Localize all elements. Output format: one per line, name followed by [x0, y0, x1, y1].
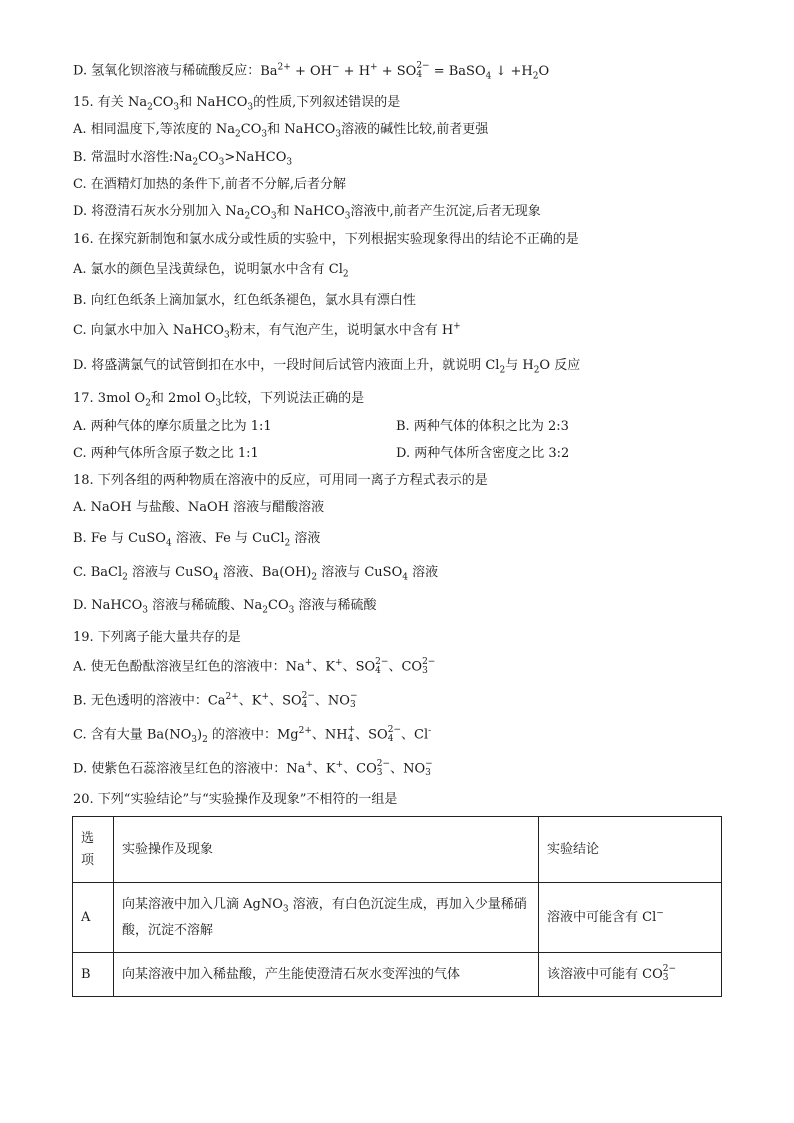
q19-option-b: B. 无色透明的溶液中：$Ca^{2+}$、K+、SO 2− 4 、NO − 3	[73, 691, 358, 710]
header-operation: 实验操作及现象	[114, 817, 539, 883]
q18-option-d: D. NaHCO$_3$ 溶液与稀硫酸、$Na_2CO_3$ 溶液与稀硫酸	[73, 598, 377, 616]
header-option: 选项	[73, 817, 114, 883]
q15-stem: 15. 有关 $Na_2CO_3$和 NaHCO$_3$的性质,下列叙述错误的是	[73, 95, 401, 113]
q19-option-a: A. 使无色酚酞溶液呈红色的溶液中：Na+、K+、SO 2− 4 、CO 2− 3	[73, 657, 436, 676]
q18-option-b: B. Fe 与 CuSO$_4$ 溶液、Fe 与 CuCl$_2$ 溶液	[73, 531, 321, 549]
q15-option-d: D. 将澄清石灰水分别加入 $Na_2CO_3$和 NaHCO$_3$溶液中,前者产生沉淀,后者无现象	[73, 204, 541, 222]
q19-option-d: D. 使紫色石蕊溶液呈红色的溶液中：Na+、K+、CO 2− 3 、NO − 3	[73, 759, 433, 778]
q18-option-c: C. BaCl$_2$ 溶液与 CuSO$_4$ 溶液、$Ba(OH)_2$ 溶液与 CuSO$_4$ 溶液	[73, 565, 439, 583]
q17-stem: 17. 3mol $O_2$和 2mol $O_3$比较，下列说法正确的是	[73, 391, 365, 409]
q17-option-d: D. 两种气体所含密度之比 3:2	[396, 446, 570, 461]
q15-option-a: A. 相同温度下,等浓度的 $Na_2CO_3$和 NaHCO$_3$溶液的碱性比较,前者更强	[73, 122, 489, 140]
q18-option-a: A. NaOH 与盐酸、NaOH 溶液与醋酸溶液	[73, 500, 325, 515]
q15-option-c: C. 在酒精灯加热的条件下,前者不分解,后者分解	[73, 177, 347, 192]
q20-table	[72, 816, 722, 997]
row-a-conclusion: 溶液中可能含有 Cl−	[539, 883, 722, 953]
table-row	[73, 953, 722, 997]
q19-stem: 19. 下列离子能大量共存的是	[73, 630, 241, 645]
q18-stem: 18. 下列各组的两种物质在溶液中的反应，可用同一离子方程式表示的是	[73, 473, 488, 488]
q16-stem: 16. 在探究新制饱和氯水成分或性质的实验中，下列根据实验现象得出的结论不正确的是	[73, 232, 579, 247]
q16-option-c: C. 向氯水中加入 NaHCO$_3$粉末，有气泡产生，说明氯水中含有 H+	[73, 321, 461, 341]
table-row	[73, 883, 722, 953]
q14d-prefix: D. 氢氧化钡溶液与稀硫酸反应：	[73, 63, 261, 79]
header-conclusion: 实验结论	[539, 817, 722, 883]
q14-option-d	[73, 62, 549, 81]
q16-option-a: A. 氯水的颜色呈浅黄绿色，说明氯水中含有 $Cl_2$	[73, 262, 349, 280]
q16-option-b: B. 向红色纸条上滴加氯水，红色纸条褪色，氯水具有漂白性	[73, 293, 416, 308]
row-a-option: A	[73, 883, 114, 953]
q17-option-c: C. 两种气体所含原子数之比 1:1	[73, 446, 259, 461]
q17-option-a: A. 两种气体的摩尔质量之比为 1:1	[73, 419, 272, 434]
q15-option-b: B. 常温时水溶性$:Na_2CO_3>NaHCO_3$	[73, 150, 293, 168]
q14d-eq: $Ba^{2+} + OH^- + H^+$ + SO 2− 4 = BaSO$_4$ ↓ $+H_2O$	[260, 61, 550, 82]
q20-stem: 20. 下列“实验结论”与“实验操作及现象”不相符的一组是	[73, 792, 398, 807]
q19-option-c: C. 含有大量 $Ba(NO_3)_2$ 的溶液中：$Mg^{2+}$、NH + 4 、SO 2− 4 、Cl-	[73, 725, 432, 746]
row-b-conclusion: 该溶液中可能有 CO 2− 3	[539, 953, 722, 997]
row-b-option: B	[73, 953, 114, 997]
row-b-operation: 向某溶液中加入稀盐酸，产生能使澄清石灰水变浑浊的气体	[114, 953, 539, 997]
table-header-row	[73, 817, 722, 883]
q16-option-d: D. 将盛满氯气的试管倒扣在水中，一段时间后试管内液面上升，就说明 $Cl_2$与 $H_2O$ 反应	[73, 358, 581, 376]
row-a-operation: 向某溶液中加入几滴 AgNO$_3$ 溶液，有白色沉淀生成，再加入少量稀硝酸，沉淀不溶解	[114, 883, 539, 953]
q17-option-b: B. 两种气体的体积之比为 2:3	[396, 419, 569, 434]
